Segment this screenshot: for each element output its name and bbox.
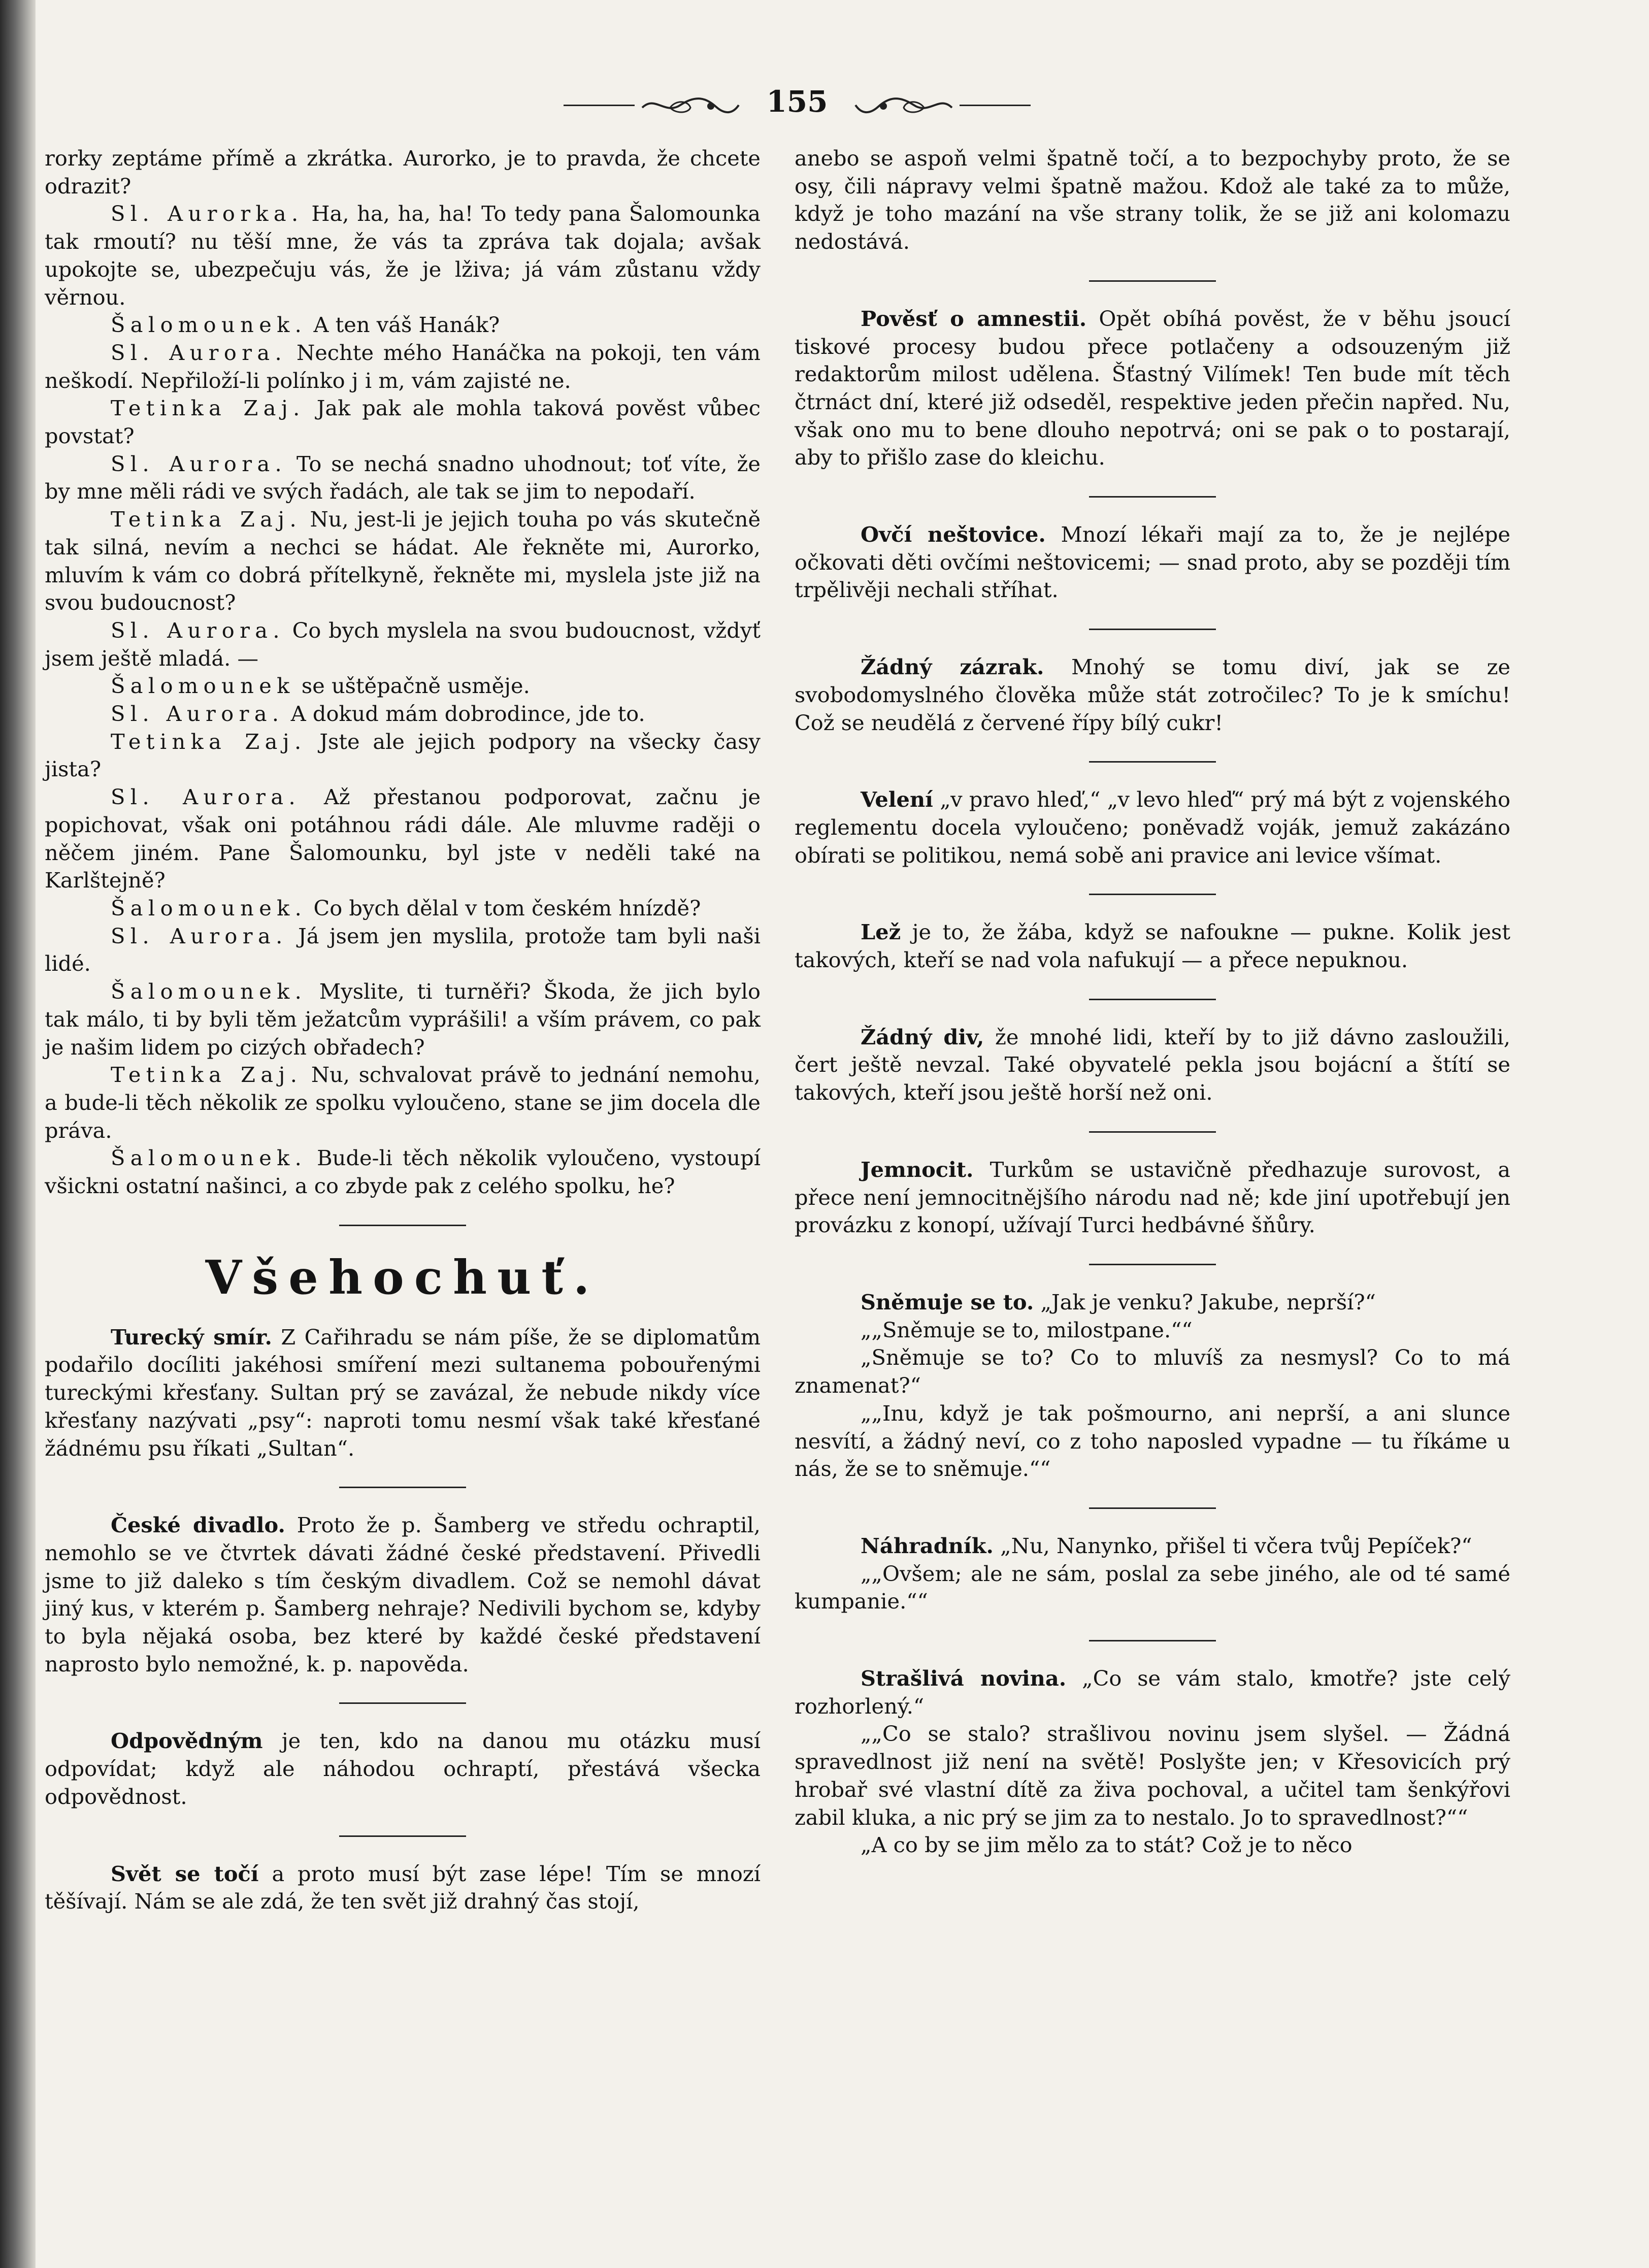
page-number: 155 xyxy=(766,84,828,119)
dialogue-line: „Sněmuje se to? Co to mluvíš za nesmysl? Co to má znamenat?“ xyxy=(795,1345,1510,1398)
news-item: Svět se točí a proto musí být zase lépe! Tím se mnozí těšívají. Nám se ale zdá, že ten svět již drahný čas stojí, xyxy=(45,1861,761,1914)
header-rule-left xyxy=(564,105,635,106)
item-divider xyxy=(1089,761,1216,763)
news-item: Lež je to, že žába, když se nafoukne — pukne. Kolik jest takových, kteří se nad vola nafukují — a přece nepuknou. xyxy=(795,919,1510,973)
section-divider xyxy=(339,1225,466,1226)
header-rule-right xyxy=(960,105,1031,106)
dialogue-line: Šalomounek se uštěpačně usměje. xyxy=(111,673,530,699)
dialogue-line: Šalomounek. Co bych dělal v tom českém hnízdě? xyxy=(111,895,701,921)
item-divider xyxy=(339,1702,466,1704)
item-divider xyxy=(1089,496,1216,498)
dialogue-line: „„Sněmuje se to, milostpane.““ xyxy=(861,1317,1193,1342)
item-divider xyxy=(1089,1507,1216,1509)
dialogue-line: Tetinka Zaj. Nu, schvalovat právě to jednání nemohu, a bude-li těch několik ze spolku vyloučeno, stane se jim docela dle práva. xyxy=(45,1062,761,1143)
page-binding-edge xyxy=(0,0,36,2268)
dialogue-line: Tetinka Zaj. Jste ale jejich podpory na všecky časy jista? xyxy=(45,729,761,782)
item-divider xyxy=(1089,280,1216,282)
dialogue-line: Tetinka Zaj. Nu, jest-li je jejich touha po vás skutečně tak silná, nevím a nechci se hádat. Ale řekněte mi, Aurorko, mluvím k vám co dobrá přítelkyně, řekněte mi, myslela jste již na svou budoucnost? xyxy=(45,507,761,615)
item-divider xyxy=(1089,1640,1216,1641)
item-divider xyxy=(1089,1131,1216,1133)
news-item: Žádný div, že mnohé lidi, kteří by to již dávno zasloužili, čert ještě nevzal. Také obyvatelé pekla jsou bojácní a štítí se takových, kteří jsou ještě horší než oni. xyxy=(795,1024,1510,1105)
dialogue-line: „A co by se jim mělo za to stát? Což je to něco xyxy=(861,1832,1353,1858)
dialogue-line: Šalomounek. Myslite, ti turněři? Škoda, že jich bylo tak málo, ti by byli těm ježatcům vyprášili! a vším právem, co pak je našim lidem po cizých obřadech? xyxy=(45,979,761,1060)
news-item: Strašlivá novina. „Co se vám stalo, kmotře? jste celý rozhorlený.“ xyxy=(795,1666,1510,1719)
news-item: Velení „v pravo hleď,“ „v levo hleď“ prý má být z vojenského reglementu docela vyloučeno; poněvadž voják, jemuž zakázáno obírati se politikou, nemá sobě ani pravice ani levice všímat. xyxy=(795,787,1511,868)
news-item: Ovčí neštovice. Mnozí lékaři mají za to, že je nejlépe očkovati děti ovčími neštovicemi; — snad proto, aby se později tím trpělivěji nechali stříhat. xyxy=(795,522,1510,603)
page-header xyxy=(564,81,1031,122)
item-divider xyxy=(339,1487,466,1488)
news-item: Žádný zázrak. Mnohý se tomu diví, jak se ze svobodomyslného člověka může stát zotročilec? To je k smíchu! Což se neudělá z červené řípy bílý cukr! xyxy=(795,654,1510,735)
news-item: Odpovědným je ten, kdo na danou mu otázku musí odpovídat; když ale náhodou ochraptí, přestává všecka odpovědnost. xyxy=(45,1728,761,1809)
dialogue-line: Sl. Aurora. To se nechá snadno uhodnout; toť víte, že by mne měli rádi ve svých řadách, ale tak se jim to nepodaří. xyxy=(45,451,761,504)
news-item: Turecký smír. Z Cařihradu se nám píše, že se diplomatům podařilo docíliti jakéhosi smíření mezi sultanema pobouřenými tureckými křesťany. Sultan prý se zavázal, že nebude nikdy více křesťany nazývati „psy“: naproti tomu nesmí však také křesťané žádnému psu říkati „Sultan“. xyxy=(45,1324,761,1461)
dialogue-line: „„Ovšem; ale ne sám, poslal za sebe jiného, ale od té samé kumpanie.““ xyxy=(795,1561,1510,1614)
dialogue-line: „„Inu, když je tak pošmourno, ani neprší, a ani slunce nesvítí, a žádný neví, co z toho naposled vypadne — tu říkáme u nás, že se to sněmuje.““ xyxy=(795,1400,1510,1482)
dialogue-line: Tetinka Zaj. Jak pak ale mohla taková pověst vůbec povstat? xyxy=(45,396,761,449)
news-item: Sněmuje se to. „Jak je venku? Jakube, neprší?“ xyxy=(861,1289,1376,1314)
dialogue-line: Sl. Aurora. Nechte mého Hanáčka na pokoji, ten vám neškodí. Nepřiloží-li polínko j i m, vám zajisté ne. xyxy=(45,340,761,393)
item-divider xyxy=(339,1835,466,1837)
item-divider xyxy=(1089,1264,1216,1265)
news-item: Pověsť o amnestii. Opět obíhá pověst, že v běhu jsoucí tiskové procesy budou přece potlačeny a odsouzeným již redaktorům milost udělena. Šťastný Vilímek! Ten bude mít těch čtrnáct dní, které již odseděl, respektive jeden přečin napřed. Nu, však ono mu to bene dlouho nepotrvá; oni se pak o to postarají, aby to přišlo zase do kleichu. xyxy=(795,306,1510,470)
dialogue-line: Sl. Aurora. Až přestanou podporovat, začnu je popichovat, však oni potáhnou rádi dále. Ale mluvme raději o něčem jiném. Pane Šalomounku, byl jste v neděli také na Karlštejně? xyxy=(45,784,761,893)
left-vignette-ornament xyxy=(640,92,741,118)
news-item: Jemnocit. Turkům se ustavičně předhazuje surovost, a přece není jemnocitnějšího národu nad ně; kde jiní upotřebují jen provázku z konopí, užívají Turci hedbávné šňůry. xyxy=(795,1157,1510,1238)
right-column xyxy=(795,145,1510,1859)
dialogue-line: rorky zeptáme přímě a zkrátka. Aurorko, je to pravda, že chcete odrazit? xyxy=(45,146,761,199)
section-heading: Všehochuť. xyxy=(205,1250,600,1305)
news-item: Náhradník. „Nu, Nanynko, přišel ti včera tvůj Pepíček?“ xyxy=(861,1533,1472,1558)
dialogue-line: „„Co se stalo? strašlivou novinu jsem slyšel. — Žádná spravedlnost již není na světě! Poslyšte jen; v Křesovicích prý hrobař své vlastní dítě za živa pochoval, a učitel tam šenkýřovi zabil kluka, a nic prý se jim za to nestalo. Jo to spravedlnost?““ xyxy=(795,1721,1510,1830)
item-divider xyxy=(1089,894,1216,895)
dialogue-line: Šalomounek. A ten váš Hanák? xyxy=(111,312,500,338)
dialogue-line: Sl. Aurora. A dokud mám dobrodince, jde to. xyxy=(111,701,645,727)
left-column xyxy=(45,145,761,1916)
item-divider xyxy=(1089,999,1216,1000)
dialogue-line: Sl. Aurorka. Ha, ha, ha, ha! To tedy pana Šalomounka tak rmoutí? nu těší mne, že vás ta zpráva tak dojala; avšak upokojte se, ubezpečuju vás, že je lživa; já vám zůstanu vždy věrnou. xyxy=(45,201,761,310)
item-divider xyxy=(1089,629,1216,630)
dialogue-line: Sl. Aurora. Já jsem jen myslila, protože tam byli naši lidé. xyxy=(45,923,761,976)
continued-text: anebo se aspoň velmi špatně točí, a to bezpochyby proto, že se osy, čili nápravy velmi špatně mažou. Kdož ale také za to může, když je toho mazání na vše strany tolik, že se již ani kolomazu nedostává. xyxy=(795,146,1510,254)
news-item: České divadlo. Proto že p. Šamberg ve středu ochraptil, nemohlo se ve čtvrtek dávati žádné české představení. Přivedli jsme to již daleko s tím českým divadlem. Což se nemohl dávat jiný kus, v kterém p. Šamberg nehraje? Nedivili bychom se, kdyby to byla nějaká osoba, bez které by každé české představení naprosto bylo nemožné, k. p. napověda. xyxy=(45,1513,761,1677)
dialogue-line: Šalomounek. Bude-li těch několik vyloučeno, vystoupí všickni ostatní našinci, a co zbyde pak z celého spolku, he? xyxy=(45,1145,761,1199)
right-vignette-ornament xyxy=(853,92,954,118)
dialogue-line: Sl. Aurora. Co bych myslela na svou budoucnost, vždyť jsem ještě mladá. — xyxy=(45,617,761,671)
